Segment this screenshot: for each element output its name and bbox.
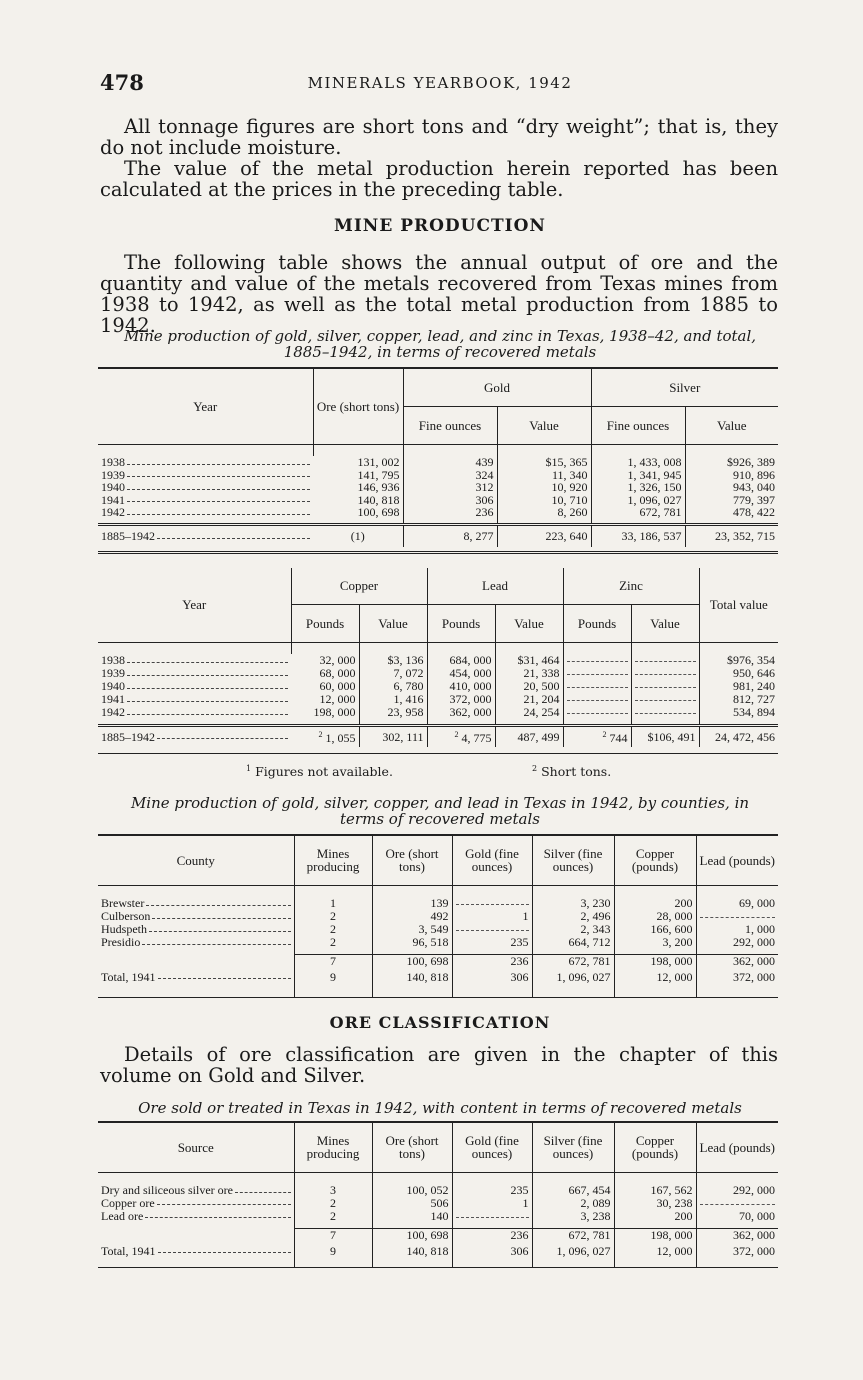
- cell-copper: 166, 600: [614, 923, 696, 936]
- cell-silver-oz: 1, 341, 945: [591, 469, 685, 482]
- cell-copper: 167, 562: [614, 1184, 696, 1197]
- county-name: Culberson: [101, 909, 151, 923]
- cell-total-value: 812, 727: [733, 692, 775, 706]
- cell-silver-value: 478, 422: [733, 505, 775, 519]
- cell-copper-value: 1, 416: [359, 693, 427, 706]
- cell-mines: 2: [294, 1197, 372, 1210]
- table-total-row: [98, 525, 778, 547]
- table1-caption-line2: 1885–1942, in terms of recovered metals: [283, 343, 597, 361]
- cell-lead: 1, 000: [745, 922, 775, 936]
- cell-copper-lb: 198, 000: [291, 706, 359, 719]
- cell-lead-value: 21, 338: [495, 667, 563, 680]
- cell-mines: 7: [294, 1229, 372, 1245]
- ore-classification-heading: ORE CLASSIFICATION: [329, 1013, 551, 1032]
- cell-copper: 198, 000: [614, 955, 696, 971]
- table-total-row: [98, 955, 778, 971]
- col-gold-oz: Fine ounces: [403, 406, 497, 444]
- cell-gold: 235: [452, 1184, 532, 1197]
- cell-total-value: 534, 894: [733, 705, 775, 719]
- col-zinc-value: Value: [631, 604, 699, 642]
- table-row: [98, 706, 778, 719]
- col-lead: Lead (pounds): [696, 1122, 778, 1172]
- table-row: [98, 693, 778, 706]
- cell-lead-lb: 410, 000: [427, 680, 495, 693]
- row-year: 1940: [101, 480, 125, 494]
- cell-silver-oz: 1, 096, 027: [591, 494, 685, 507]
- footnote-1: $^1$ Figures not available.: [246, 764, 393, 780]
- table-row: [98, 1197, 778, 1210]
- cell-mines: 9: [294, 1245, 372, 1258]
- table-total-row: [98, 1229, 778, 1245]
- col-total-value: Total value: [699, 568, 778, 642]
- cell-mines: 2: [294, 1210, 372, 1223]
- page-number: 478: [100, 70, 144, 95]
- cell-zinc-value-total: $106, 491: [631, 725, 699, 747]
- county-name: Brewster: [101, 896, 145, 910]
- col-copper: Copper: [291, 568, 427, 604]
- total-label: Total, 1941: [101, 1243, 156, 1258]
- cell-silver: 1, 096, 027: [532, 1245, 614, 1258]
- cell-zinc-lb-total: $^2$ 744: [563, 725, 631, 747]
- mine-production-heading: MINE PRODUCTION: [334, 216, 546, 236]
- cell-mines: 2: [294, 910, 372, 923]
- table1-part1: [98, 367, 778, 554]
- cell-copper: 28, 000: [614, 910, 696, 923]
- cell-silver: 667, 454: [532, 1184, 614, 1197]
- cell-mines: 7: [294, 955, 372, 971]
- col-gold: Gold (fine ounces): [452, 1122, 532, 1172]
- row-year: 1938: [101, 455, 125, 469]
- cell-lead-value: 24, 254: [495, 706, 563, 719]
- cell-gold-oz: 236: [403, 506, 497, 519]
- cell-gold-oz: 306: [403, 494, 497, 507]
- cell-gold-value: $15, 365: [497, 456, 591, 469]
- cell-silver-oz: 672, 781: [591, 506, 685, 519]
- col-ore: Ore (short tons): [372, 1122, 452, 1172]
- county-name: Hudspeth: [101, 922, 147, 936]
- cell-silver-value: 943, 040: [733, 480, 775, 494]
- cell-copper: 3, 200: [614, 936, 696, 949]
- cell-silver: 2, 089: [532, 1197, 614, 1210]
- cell-gold-oz: 312: [403, 481, 497, 494]
- cell-ore: 3, 549: [372, 923, 452, 936]
- col-zinc: Zinc: [563, 568, 699, 604]
- cell-gold: 235: [452, 936, 532, 949]
- cell-silver: 664, 712: [532, 936, 614, 949]
- cell-gold: 236: [452, 955, 532, 971]
- table1-caption-line1: Mine production of gold, silver, copper, lead, and zinc in Texas, 1938–42, and total,: [123, 327, 757, 345]
- col-zinc-lb: Pounds: [563, 604, 631, 642]
- cell-ore: 100, 698: [372, 955, 452, 971]
- total-label: 1885–1942: [101, 529, 155, 543]
- table-row: [98, 481, 778, 494]
- cell-lead-value-total: 487, 499: [495, 725, 563, 747]
- cell-copper: 12, 000: [614, 1245, 696, 1258]
- col-silver: Silver: [591, 368, 778, 406]
- cell-silver-oz-total: 33, 186, 537: [591, 525, 685, 547]
- col-copper: Copper (pounds): [614, 1122, 696, 1172]
- table1-part2: [98, 568, 778, 754]
- table2-caption-line2: terms of recovered metals: [340, 810, 540, 828]
- col-lead: Lead (pounds): [696, 835, 778, 885]
- cell-ore: 140, 818: [372, 1245, 452, 1258]
- page-header: [100, 70, 780, 94]
- cell-lead: 362, 000: [733, 1228, 775, 1242]
- cell-copper: 12, 000: [614, 971, 696, 984]
- cell-gold: 306: [452, 971, 532, 984]
- cell-lead-value: 20, 500: [495, 680, 563, 693]
- row-year: 1942: [101, 705, 125, 719]
- cell-gold-value: 10, 710: [497, 494, 591, 507]
- col-gold: Gold: [403, 368, 591, 406]
- cell-silver: 672, 781: [532, 955, 614, 971]
- cell-mines: 1: [294, 897, 372, 910]
- intro-paragraph-1: All tonnage figures are short tons and “dry weight”; that is, they do not include moisture.: [100, 115, 778, 159]
- cell-copper-value: $3, 136: [359, 654, 427, 667]
- cell-gold-value: 8, 260: [497, 506, 591, 519]
- col-source: Source: [98, 1122, 294, 1172]
- cell-ore: 140, 818: [372, 971, 452, 984]
- cell-ore: 492: [372, 910, 452, 923]
- cell-total-value: 950, 646: [733, 666, 775, 680]
- cell-lead: 69, 000: [739, 896, 775, 910]
- cell-ore: 506: [372, 1197, 452, 1210]
- running-head: MINERALS YEARBOOK, 1942: [307, 74, 573, 92]
- cell-lead-value: $31, 464: [495, 654, 563, 667]
- col-silver-oz: Fine ounces: [591, 406, 685, 444]
- row-year: 1941: [101, 492, 125, 507]
- table1-caption: [100, 328, 780, 360]
- cell-copper-lb: 12, 000: [291, 693, 359, 706]
- table2-by-counties: [98, 834, 778, 998]
- cell-ore: 100, 052: [372, 1184, 452, 1197]
- row-year: 1939: [101, 666, 125, 680]
- cell-gold: 1: [452, 910, 532, 923]
- cell-silver-value: 910, 896: [733, 467, 775, 482]
- cell-lead: 372, 000: [733, 969, 775, 984]
- total-label: 1885–1942: [101, 729, 155, 744]
- cell-copper: 200: [614, 1210, 696, 1223]
- table-row: [98, 936, 778, 949]
- cell-copper-value: 23, 958: [359, 706, 427, 719]
- row-year: 1940: [101, 679, 125, 693]
- cell-lead-value: 21, 204: [495, 693, 563, 706]
- table-row: [98, 456, 778, 469]
- table-row: [98, 1210, 778, 1223]
- cell-ore: 100, 698: [313, 506, 403, 519]
- col-year: Year: [98, 568, 291, 642]
- source-name: Lead ore: [101, 1208, 144, 1223]
- cell-gold-value: 10, 920: [497, 481, 591, 494]
- cell-copper-value: 7, 072: [359, 667, 427, 680]
- cell-copper-value-total: 302, 111: [359, 725, 427, 747]
- cell-lead: 362, 000: [733, 954, 775, 968]
- cell-silver: 2, 496: [532, 910, 614, 923]
- cell-silver-value: 779, 397: [733, 492, 775, 507]
- total-label: [98, 955, 294, 971]
- cell-ore: 140, 818: [313, 494, 403, 507]
- cell-lead-lb: 362, 000: [427, 706, 495, 719]
- cell-silver-oz: 1, 326, 150: [591, 481, 685, 494]
- cell-copper-lb-total: $^2$ 1, 055: [291, 725, 359, 747]
- cell-silver: 3, 238: [532, 1210, 614, 1223]
- ore-classification-paragraph: Details of ore classification are given in the chapter of this volume on Gold and Silver.: [100, 1043, 778, 1087]
- cell-gold-oz-total: 8, 277: [403, 525, 497, 547]
- total-label: [98, 1229, 294, 1245]
- cell-ore: 96, 518: [372, 936, 452, 949]
- col-mines: Mines producing: [294, 1122, 372, 1172]
- col-ore: Ore (short tons): [372, 835, 452, 885]
- cell-copper: 198, 000: [614, 1229, 696, 1245]
- cell-mines: 2: [294, 923, 372, 936]
- cell-silver-value: $926, 389: [727, 455, 775, 469]
- table-row: [98, 680, 778, 693]
- table2-caption-line1: Mine production of gold, silver, copper, and lead in Texas in 1942, by counties, in: [130, 794, 750, 812]
- cell-gold: 1: [452, 1197, 532, 1210]
- cell-ore: 100, 698: [372, 1229, 452, 1245]
- cell-lead: 292, 000: [733, 1183, 775, 1197]
- table-row: [98, 654, 778, 667]
- cell-gold-oz: 324: [403, 469, 497, 482]
- cell-ore: 131, 002: [313, 456, 403, 469]
- cell-silver-value-total: 23, 352, 715: [715, 529, 775, 543]
- cell-lead: 70, 000: [739, 1208, 775, 1223]
- cell-mines: 2: [294, 936, 372, 949]
- table-total-row: [98, 1245, 778, 1258]
- row-year: 1941: [101, 692, 125, 706]
- cell-copper-lb: 32, 000: [291, 654, 359, 667]
- source-name: Copper ore: [101, 1195, 155, 1210]
- col-lead: Lead: [427, 568, 563, 604]
- col-copper-lb: Pounds: [291, 604, 359, 642]
- cell-lead-lb-total: $^2$ 4, 775: [427, 725, 495, 747]
- col-mines: Mines producing: [294, 835, 372, 885]
- cell-copper: 30, 238: [614, 1197, 696, 1210]
- mine-production-paragraph: The following table shows the annual output of ore and the quantity and value of the metals recovered from Texas mines from 1938 to 1942, as well as the total metal production from 1885 to 1942.: [100, 251, 778, 337]
- table3-caption: Ore sold or treated in Texas in 1942, with content in terms of recovered metals: [138, 1099, 742, 1117]
- col-copper-value: Value: [359, 604, 427, 642]
- cell-copper: 200: [614, 897, 696, 910]
- table2-caption: [100, 795, 780, 827]
- cell-lead-lb: 684, 000: [427, 654, 495, 667]
- cell-gold: 306: [452, 1245, 532, 1258]
- cell-copper-lb: 60, 000: [291, 680, 359, 693]
- col-lead-lb: Pounds: [427, 604, 495, 642]
- col-silver-value: Value: [685, 406, 778, 444]
- cell-silver: 1, 096, 027: [532, 971, 614, 984]
- cell-lead: 372, 000: [733, 1243, 775, 1258]
- cell-ore-total: (1): [313, 525, 403, 547]
- row-year: 1939: [101, 467, 125, 482]
- table3-ore-sold: [98, 1121, 778, 1268]
- table-total-row: [98, 725, 778, 747]
- cell-ore: 146, 936: [313, 481, 403, 494]
- col-ore: Ore (short tons): [313, 368, 403, 444]
- intro-paragraph-2: The value of the metal production herein reported has been calculated at the prices in the preceding table.: [100, 157, 778, 201]
- cell-ore: 141, 795: [313, 469, 403, 482]
- row-year: 1942: [101, 505, 125, 519]
- col-copper: Copper (pounds): [614, 835, 696, 885]
- cell-gold-oz: 439: [403, 456, 497, 469]
- source-name: Dry and siliceous silver ore: [101, 1183, 233, 1197]
- cell-total-value: 981, 240: [733, 679, 775, 693]
- cell-lead: 292, 000: [733, 935, 775, 949]
- col-gold: Gold (fine ounces): [452, 835, 532, 885]
- cell-lead-lb: 454, 000: [427, 667, 495, 680]
- cell-lead-lb: 372, 000: [427, 693, 495, 706]
- cell-silver: 2, 343: [532, 923, 614, 936]
- county-name: Presidio: [101, 935, 141, 949]
- cell-mines: 9: [294, 971, 372, 984]
- total-label: Total, 1941: [101, 969, 156, 984]
- cell-total-value: $976, 354: [727, 653, 775, 667]
- col-silver: Silver (fine ounces): [532, 835, 614, 885]
- cell-gold: 236: [452, 1229, 532, 1245]
- col-gold-value: Value: [497, 406, 591, 444]
- col-county: County: [98, 835, 294, 885]
- cell-ore: 140: [372, 1210, 452, 1223]
- cell-silver: 672, 781: [532, 1229, 614, 1245]
- cell-silver: 3, 230: [532, 897, 614, 910]
- cell-mines: 3: [294, 1184, 372, 1197]
- col-year: Year: [98, 368, 313, 444]
- table-row: [98, 667, 778, 680]
- table-row: [98, 506, 778, 519]
- cell-copper-lb: 68, 000: [291, 667, 359, 680]
- col-silver: Silver (fine ounces): [532, 1122, 614, 1172]
- row-year: 1938: [101, 653, 125, 667]
- cell-silver-oz: 1, 433, 008: [591, 456, 685, 469]
- cell-ore: 139: [372, 897, 452, 910]
- table-row: [98, 1184, 778, 1197]
- footnote-2: $^2$ Short tons.: [532, 764, 612, 780]
- table-total-row: [98, 971, 778, 984]
- cell-copper-value: 6, 780: [359, 680, 427, 693]
- cell-gold-value-total: 223, 640: [497, 525, 591, 547]
- cell-gold-value: 11, 340: [497, 469, 591, 482]
- cell-total-value-total: 24, 472, 456: [715, 729, 775, 744]
- col-lead-value: Value: [495, 604, 563, 642]
